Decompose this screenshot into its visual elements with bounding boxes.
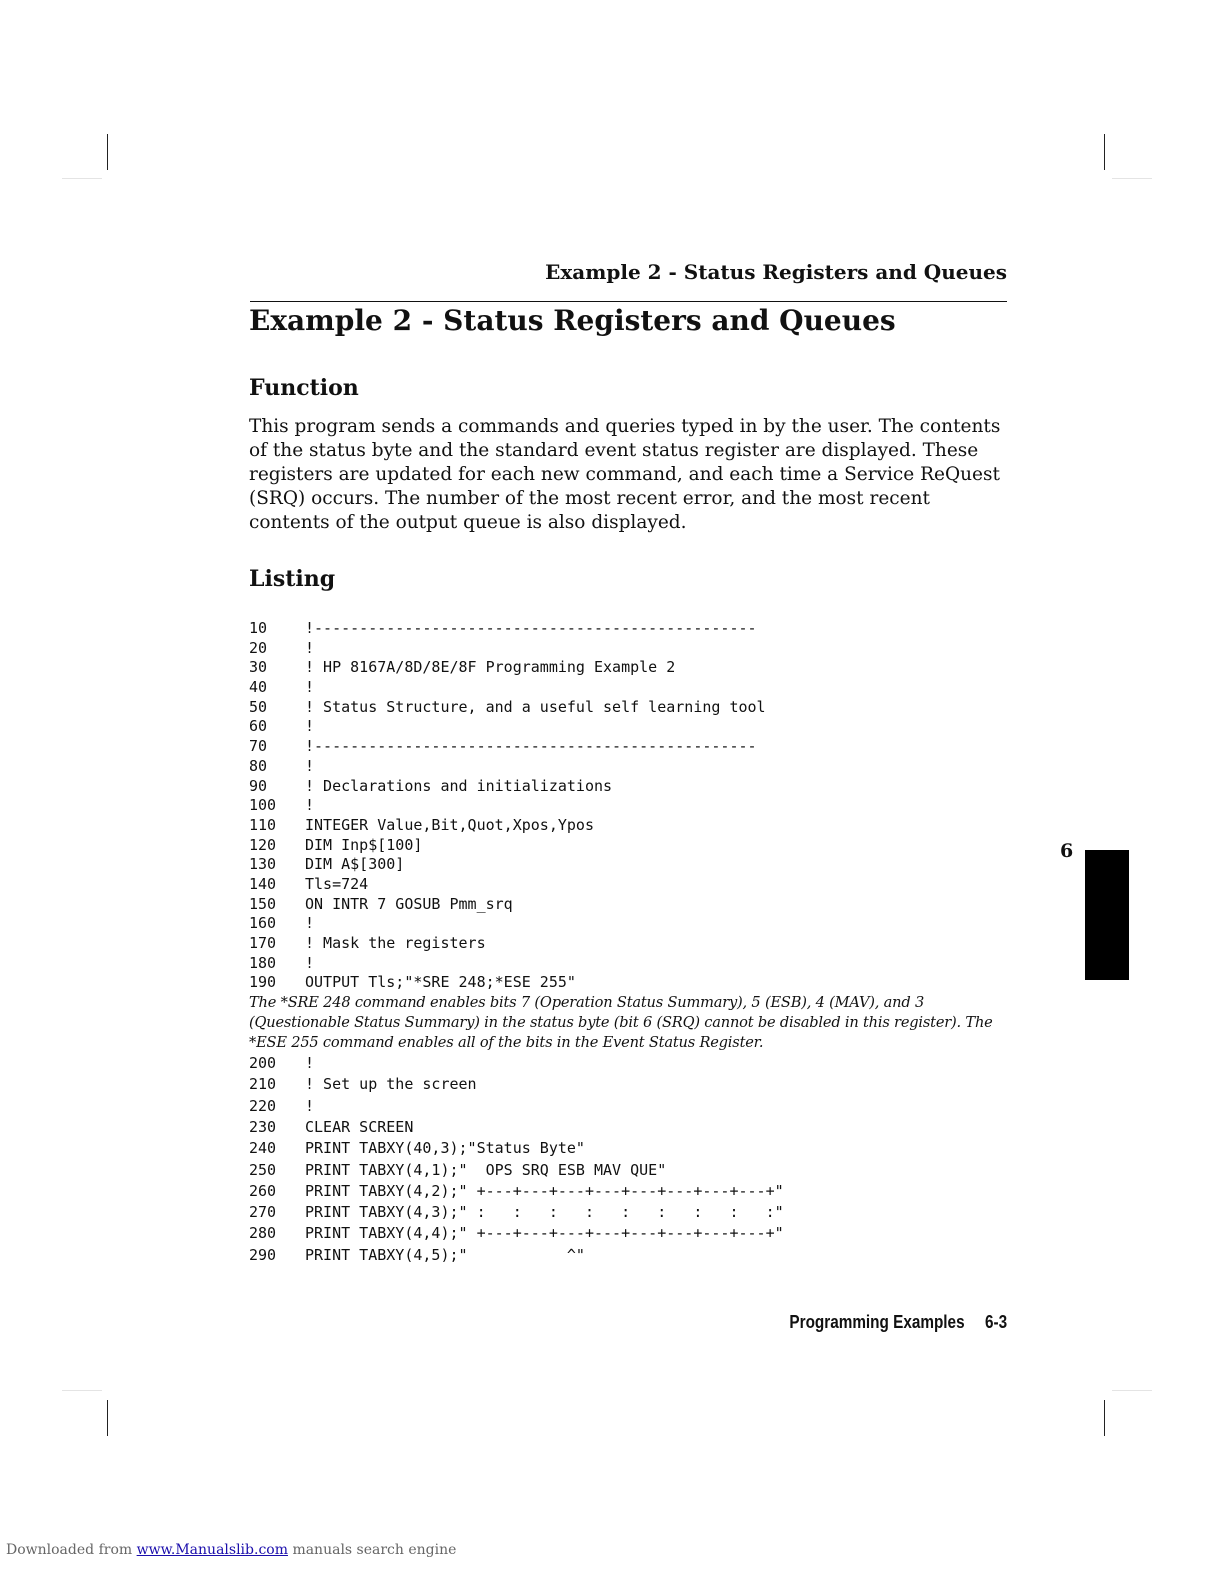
line-number: 250 (249, 1160, 277, 1179)
listing-part-2 (249, 1053, 1029, 1266)
line-number: 260 (249, 1181, 277, 1200)
crop-mark-top-right (1104, 134, 1105, 170)
line-code: ! (305, 796, 315, 815)
code-line (249, 1202, 1029, 1223)
line-number: 100 (249, 796, 277, 815)
line-code: ! Status Structure, and a useful self learning tool (305, 697, 766, 716)
code-line (249, 698, 1029, 718)
code-line (249, 1245, 1029, 1266)
code-line (249, 973, 1029, 993)
line-code: ! (305, 678, 315, 697)
line-code: ! HP 8167A/8D/8E/8F Programming Example 2 (305, 658, 676, 677)
function-description: This program sends a commands and queries typed in by the user. The contents of the status byte and the standard event status register are displayed. These registers are updated for each new command, and each time a Service ReQuest (SRQ) occurs. The number of the most recent error, and the most recent contents of the output queue is also displayed. (249, 416, 1001, 533)
line-number: 270 (249, 1203, 277, 1222)
line-code: DIM A$[300] (305, 855, 405, 874)
line-number: 30 (249, 658, 268, 677)
code-line (249, 855, 1029, 875)
line-code: PRINT TABXY(4,3);" : : : : : : : : :" (305, 1203, 784, 1222)
line-number: 70 (249, 737, 268, 756)
code-line (249, 737, 1029, 757)
download-prefix: Downloaded from (6, 1542, 133, 1558)
line-number: 150 (249, 894, 277, 913)
code-listing (249, 619, 1029, 1266)
code-line (249, 1053, 1029, 1074)
function-heading: Function (249, 375, 359, 401)
line-code: PRINT TABXY(4,5);" ^" (305, 1245, 585, 1264)
code-line (249, 895, 1029, 915)
line-code: PRINT TABXY(4,2);" +---+---+---+---+---+---+---+---+" (305, 1181, 784, 1200)
line-code: ! (305, 1096, 315, 1115)
listing-heading: Listing (249, 566, 336, 592)
line-code: ! (305, 1054, 315, 1073)
line-number: 10 (249, 619, 268, 637)
line-code: DIM Inp$[100] (305, 835, 423, 854)
line-number: 60 (249, 717, 268, 736)
code-line (249, 639, 1029, 659)
running-head: Example 2 - Status Registers and Queues (545, 260, 1007, 284)
crop-mark-bottom-left (107, 1400, 108, 1436)
code-line (249, 1096, 1029, 1117)
line-code: OUTPUT Tls;"*SRE 248;*ESE 255" (305, 973, 576, 992)
crop-mark-bottom-left-h (62, 1390, 102, 1391)
line-number: 280 (249, 1224, 277, 1243)
line-number: 170 (249, 934, 277, 952)
line-code: Tls=724 (305, 874, 369, 893)
crop-mark-top-right-h (1112, 178, 1152, 179)
line-number: 20 (249, 638, 268, 657)
code-line (249, 1160, 1029, 1181)
line-code: !------------------------------------------------- (305, 619, 757, 637)
line-code: ! (305, 638, 315, 657)
code-line (249, 836, 1029, 856)
manualslib-link[interactable]: www.Manualslib.com (136, 1542, 288, 1558)
line-code: ! Mask the registers (305, 934, 486, 952)
line-number: 130 (249, 855, 277, 874)
line-code: INTEGER Value,Bit,Quot,Xpos,Ypos (305, 815, 594, 834)
crop-mark-bottom-right (1104, 1400, 1105, 1436)
code-line (249, 1181, 1029, 1202)
code-line (249, 875, 1029, 895)
line-number: 220 (249, 1096, 277, 1115)
code-line (249, 914, 1029, 934)
line-number: 120 (249, 835, 277, 854)
code-line (249, 1074, 1029, 1095)
line-number: 140 (249, 874, 277, 893)
line-code: ! Set up the screen (305, 1075, 477, 1094)
line-number: 90 (249, 776, 268, 795)
code-line (249, 1117, 1029, 1138)
line-code: ! (305, 717, 315, 736)
line-code: !------------------------------------------------- (305, 737, 757, 756)
line-code: ! Declarations and initializations (305, 776, 613, 795)
line-number: 180 (249, 953, 277, 972)
line-number: 210 (249, 1075, 277, 1094)
code-line (249, 757, 1029, 777)
code-line (249, 1138, 1029, 1159)
line-number: 190 (249, 973, 277, 992)
line-number: 50 (249, 697, 268, 716)
download-note (6, 1542, 456, 1558)
code-line (249, 777, 1029, 797)
listing-part-1 (249, 619, 1029, 993)
line-number: 240 (249, 1139, 277, 1158)
line-code: ! (305, 914, 315, 933)
code-line (249, 619, 1029, 639)
crop-mark-bottom-right-h (1112, 1390, 1152, 1391)
code-line (249, 1223, 1029, 1244)
line-number: 160 (249, 914, 277, 933)
code-line (249, 658, 1029, 678)
code-line (249, 934, 1029, 954)
line-number: 230 (249, 1117, 277, 1136)
header-rule (250, 301, 1007, 302)
line-code: CLEAR SCREEN (305, 1117, 414, 1136)
line-code: ! (305, 756, 315, 775)
listing-note: The *SRE 248 command enables bits 7 (Operation Status Summary), 5 (ESB), 4 (MAV), and 3 (Questionable Status Summary) in the status byte (bit 6 (SRQ) cannot be disabled in this register). The *ESE 255 command enables all of the bits in the Event Status Register. (249, 994, 993, 1052)
download-suffix: manuals search engine (292, 1542, 457, 1558)
line-code: PRINT TABXY(4,4);" +---+---+---+---+---+---+---+---+" (305, 1224, 784, 1243)
code-line (249, 717, 1029, 737)
chapter-number: 6 (1060, 840, 1074, 862)
line-number: 40 (249, 678, 268, 697)
page-title: Example 2 - Status Registers and Queues (249, 304, 896, 337)
crop-mark-top-left-h (62, 178, 102, 179)
line-number: 200 (249, 1054, 277, 1073)
code-line (249, 678, 1029, 698)
line-number: 80 (249, 756, 268, 775)
footer-section: Programming Examples (789, 1312, 965, 1332)
line-code: PRINT TABXY(40,3);"Status Byte" (305, 1139, 585, 1158)
line-number: 290 (249, 1245, 277, 1264)
line-number: 110 (249, 815, 277, 834)
footer-page-number: 6-3 (984, 1312, 1007, 1332)
line-code: ON INTR 7 GOSUB Pmm_srq (305, 894, 513, 913)
code-line (249, 954, 1029, 974)
code-line (249, 796, 1029, 816)
code-line (249, 816, 1029, 836)
line-code: PRINT TABXY(4,1);" OPS SRQ ESB MAV QUE" (305, 1160, 667, 1179)
crop-mark-top-left (107, 134, 108, 170)
page-footer (789, 1312, 1007, 1333)
chapter-thumb-tab (1085, 850, 1129, 980)
line-code: ! (305, 953, 315, 972)
